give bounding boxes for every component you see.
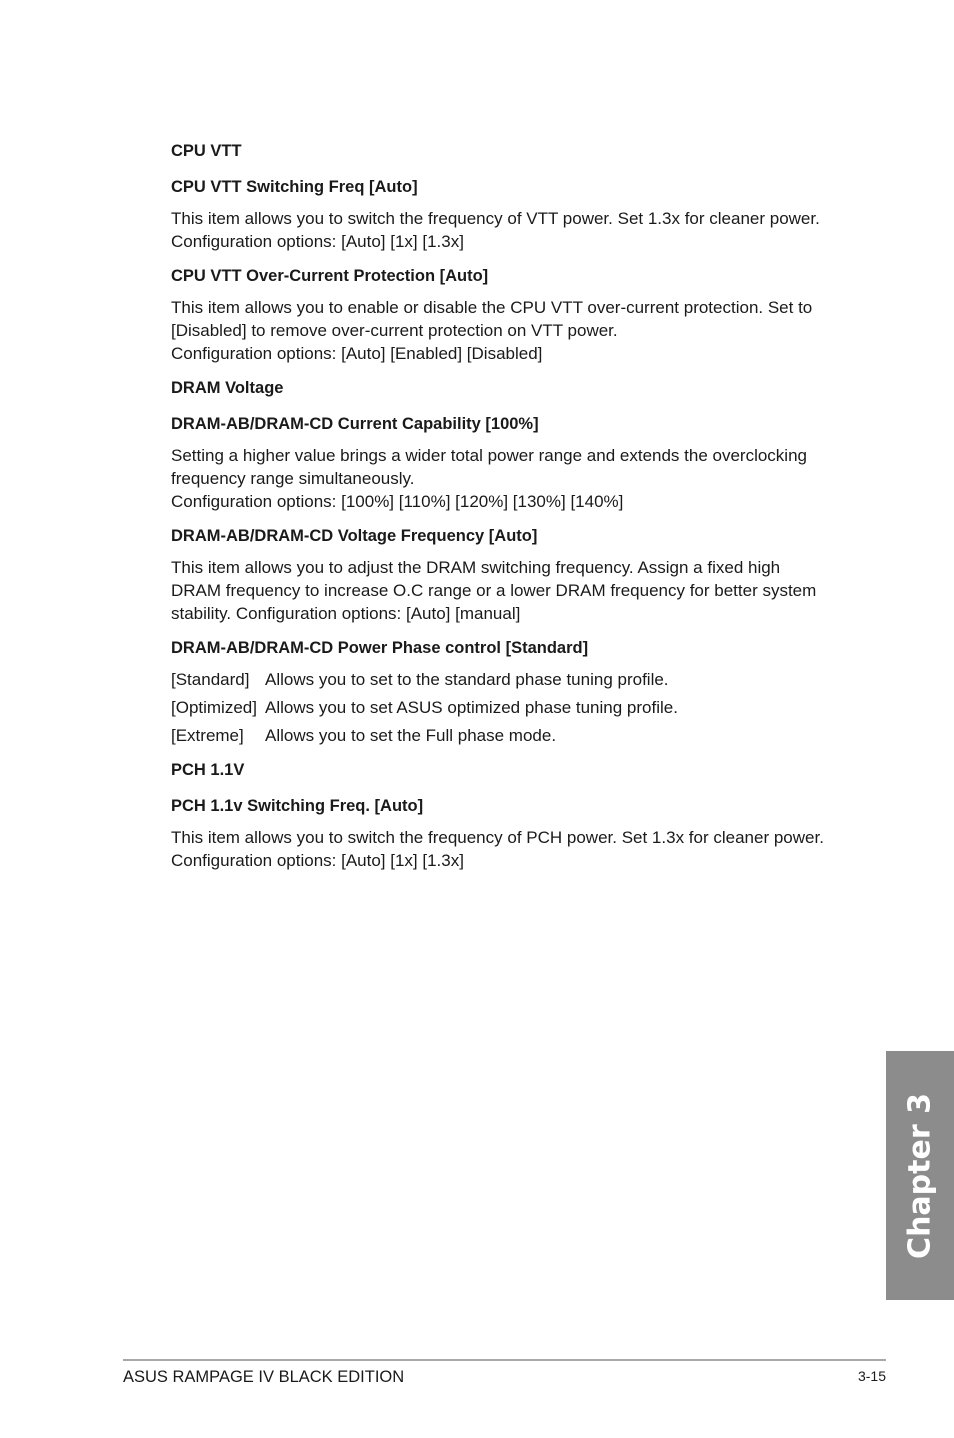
option-desc: Allows you to set the Full phase mode. xyxy=(265,726,557,745)
option-key: [Optimized] xyxy=(171,698,257,717)
option-desc: Allows you to set ASUS optimized phase tuning profile. xyxy=(265,698,678,717)
chapter-tab xyxy=(886,1051,954,1300)
item-heading: CPU VTT Switching Freq [Auto] xyxy=(171,178,418,196)
footer-page-number: 3-15 xyxy=(857,1368,886,1384)
chapter-tab-label: Chapter 3 xyxy=(902,1092,938,1259)
section-heading: PCH 1.1V xyxy=(171,761,245,779)
item-description: This item allows you to switch the frequency of VTT power. Set 1.3x for cleaner power. Configuration options: [Auto] [1x] [1.3x] xyxy=(171,209,820,251)
item-description: Setting a higher value brings a wider total power range and extends the overclocking frequency range simultaneously. Configuration options: [100%] [110%] [120%] [130%] [140%] xyxy=(171,446,807,511)
option-row xyxy=(171,668,851,691)
item-heading: CPU VTT Over-Current Protection [Auto] xyxy=(171,267,489,285)
item-description: This item allows you to enable or disable the CPU VTT over-current protection. Set to [Disabled] to remove over-current protection on VTT power. Configuration options: [Auto] [Enabled] [Disabled] xyxy=(171,298,813,363)
option-key: [Extreme] xyxy=(171,726,244,745)
page-content xyxy=(171,140,851,884)
option-row xyxy=(171,696,851,719)
footer-product-name: ASUS RAMPAGE IV BLACK EDITION xyxy=(123,1368,405,1386)
item-heading: DRAM-AB/DRAM-CD Current Capability [100%] xyxy=(171,415,539,433)
item-heading: DRAM-AB/DRAM-CD Power Phase control [Standard] xyxy=(171,639,589,657)
footer-rule xyxy=(123,1359,886,1361)
option-desc: Allows you to set to the standard phase tuning profile. xyxy=(265,670,669,689)
option-key: [Standard] xyxy=(171,670,250,689)
item-description: This item allows you to adjust the DRAM switching frequency. Assign a fixed high DRAM frequency to increase O.C range or a lower DRAM frequency for better system stability. Configuration options: [Auto] [manual] xyxy=(171,558,817,623)
option-row xyxy=(171,724,851,747)
section-heading: CPU VTT xyxy=(171,142,242,160)
item-heading: PCH 1.1v Switching Freq. [Auto] xyxy=(171,797,424,815)
item-heading: DRAM-AB/DRAM-CD Voltage Frequency [Auto] xyxy=(171,527,538,545)
item-description: This item allows you to switch the frequency of PCH power. Set 1.3x for cleaner power. Configuration options: [Auto] [1x] [1.3x] xyxy=(171,828,824,870)
section-heading: DRAM Voltage xyxy=(171,379,284,397)
